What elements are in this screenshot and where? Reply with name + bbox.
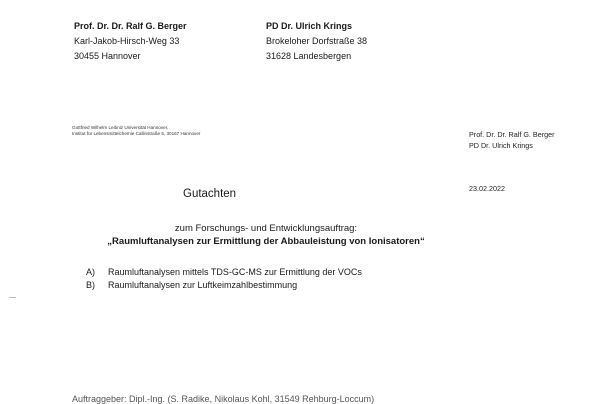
author1-city: 30455 Hannover — [74, 51, 141, 61]
items-list — [86, 266, 362, 292]
author2-name: PD Dr. Ulrich Krings — [266, 21, 353, 31]
document-date: 23.02.2022 — [469, 184, 505, 193]
document-subject — [66, 222, 466, 248]
document-title: Gutachten — [183, 188, 237, 200]
list-item-text: Raumluftanalysen mittels TDS-GC-MS zur Ermittlung der VOCs — [108, 267, 362, 277]
return-address-line1: Gottfried Wilhelm Leibniz Universität Hannover, — [72, 125, 169, 130]
subject-line2: „Raumluftanalysen zur Ermittlung der Abbauleistung von Ionisatoren“ — [107, 236, 425, 247]
subject-line1: zum Forschungs- und Entwicklungsauftrag: — [174, 223, 358, 234]
author2-street: Brokeloher Dorfstraße 38 — [266, 36, 368, 46]
author1-name: Prof. Dr. Dr. Ralf G. Berger — [74, 21, 187, 31]
sender-info-block — [469, 129, 554, 151]
list-item — [86, 266, 362, 279]
author1-street: Karl-Jakob-Hirsch-Weg 33 — [74, 36, 180, 46]
sender-line1: Prof. Dr. Dr. Ralf G. Berger — [469, 130, 555, 139]
sender-line2: PD Dr. Ulrich Krings — [469, 141, 533, 150]
author1-address-block — [74, 19, 187, 64]
list-item-label: A) — [86, 267, 95, 277]
margin-mark — [9, 297, 16, 298]
return-address-line2: Institut für Lebensmittelchemie Callinstraße 5, 30167 Hannover — [72, 131, 201, 136]
author2-address-block — [266, 19, 367, 64]
list-item — [86, 279, 362, 292]
return-address — [72, 125, 200, 137]
author2-city: 31628 Landesbergen — [266, 51, 352, 61]
list-item-text: Raumluftanalysen zur Luftkeimzahlbestimmung — [108, 280, 298, 290]
cutoff-text: Auftraggeber: Dipl.-Ing. (S. Radike, Nikolaus Kohl, 31549 Rehburg-Loccum) — [72, 394, 375, 404]
list-item-label: B) — [86, 280, 95, 290]
